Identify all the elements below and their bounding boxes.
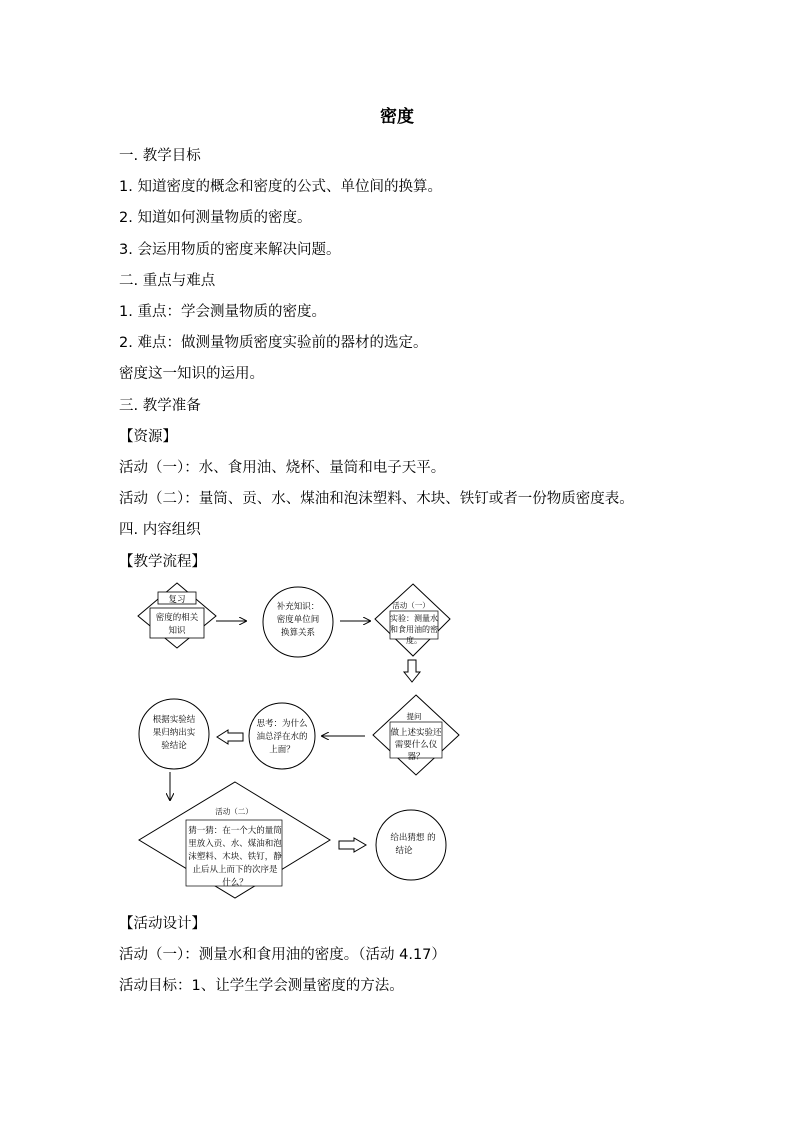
body-line: 三. 教学准备 bbox=[119, 397, 201, 414]
question-label: 提问 bbox=[406, 712, 422, 721]
supplement-text-2: 密度单位间 bbox=[276, 615, 320, 625]
conclude-text-2: 果归纳出实 bbox=[152, 728, 196, 738]
body-line: 一. 教学目标 bbox=[119, 148, 201, 164]
activity2-text-2: 里放入贡、水、煤油和泡 bbox=[188, 839, 282, 849]
body-line: 1. 重点：学会测量物质的密度。 bbox=[119, 304, 326, 320]
body-line: 活动（二）：量筒、贡、水、煤油和泡沫塑料、木块、铁钉或者一份物质密度表。 bbox=[119, 491, 634, 508]
activity1-label: 活动（一） bbox=[392, 601, 430, 610]
activity1-text-2: 和食用油的密 bbox=[390, 625, 438, 634]
review-text-2: 知识 bbox=[168, 626, 186, 636]
conclude-text-3: 验结论 bbox=[161, 741, 187, 751]
body-line: 【活动设计】 bbox=[119, 916, 206, 932]
hollow-arrow-right bbox=[339, 838, 366, 852]
activity2-text-4: 止后从上而下的次序是 bbox=[192, 865, 278, 875]
document-title: 密度 bbox=[380, 107, 414, 127]
guess-node bbox=[376, 810, 446, 880]
guess-text-2: 结论 bbox=[395, 846, 413, 856]
review-label: 复习 bbox=[168, 595, 186, 605]
body-line: 3. 会运用物质的密度来解决问题。 bbox=[119, 241, 341, 258]
conclude-text-1: 根据实验结 bbox=[152, 715, 196, 725]
body-line: 二. 重点与难点 bbox=[119, 272, 216, 289]
activity2-text-3: 沫塑料、木块、铁钉，静 bbox=[188, 852, 282, 862]
supplement-text-1: 补充知识： bbox=[276, 602, 320, 612]
supplement-text-3: 换算关系 bbox=[280, 628, 316, 638]
activity2-text-5: 什么？ bbox=[222, 878, 248, 888]
question-text-1: 做上述实验还 bbox=[390, 728, 442, 738]
question-text-2: 需要什么仪 bbox=[394, 740, 438, 750]
body-line: 1. 知道密度的概念和密度的公式、单位间的换算。 bbox=[119, 179, 442, 196]
activity1-node bbox=[375, 584, 450, 656]
think-text-2: 油总浮在水的 bbox=[256, 732, 308, 742]
body-line: 活动目标：1、让学生学会测量密度的方法。 bbox=[119, 978, 404, 994]
hollow-arrow-left bbox=[217, 730, 243, 744]
think-text-1: 思考：为什么 bbox=[256, 719, 308, 729]
guess-text-1: 给出猜想 的 bbox=[390, 833, 436, 843]
activity2-node bbox=[139, 782, 330, 898]
review-node bbox=[138, 583, 216, 648]
conclude-node bbox=[139, 699, 209, 769]
activity1-text-3: 度。 bbox=[406, 636, 422, 645]
body-line: 2. 难点：做测量物质密度实验前的器材的选定。 bbox=[119, 335, 428, 352]
body-line: 【资源】 bbox=[119, 428, 177, 445]
supplement-node bbox=[263, 587, 333, 657]
question-text-3: 器？ bbox=[407, 752, 425, 762]
body-line: 活动（一）：水、食用油、烧杯、量筒和电子天平。 bbox=[119, 460, 446, 476]
body-line: 【教学流程】 bbox=[119, 553, 206, 570]
activity2-label: 活动（二） bbox=[215, 807, 253, 816]
body-line: 密度这一知识的运用。 bbox=[119, 366, 264, 383]
body-line: 2. 知道如何测量物质的密度。 bbox=[119, 210, 312, 227]
activity1-text-1: 实验：测量水 bbox=[390, 614, 438, 623]
think-node bbox=[249, 703, 315, 769]
think-text-3: 上面？ bbox=[269, 745, 295, 755]
body-line: 四. 内容组织 bbox=[119, 522, 201, 539]
question-node bbox=[373, 695, 459, 775]
activity2-text-1: 猜一猜：在一个大的量筒 bbox=[188, 826, 282, 836]
body-line: 活动（一）：测量水和食用油的密度。（活动 4.17） bbox=[119, 947, 446, 963]
review-text-1: 密度的相关 bbox=[155, 613, 199, 623]
hollow-arrow-down bbox=[404, 660, 420, 682]
